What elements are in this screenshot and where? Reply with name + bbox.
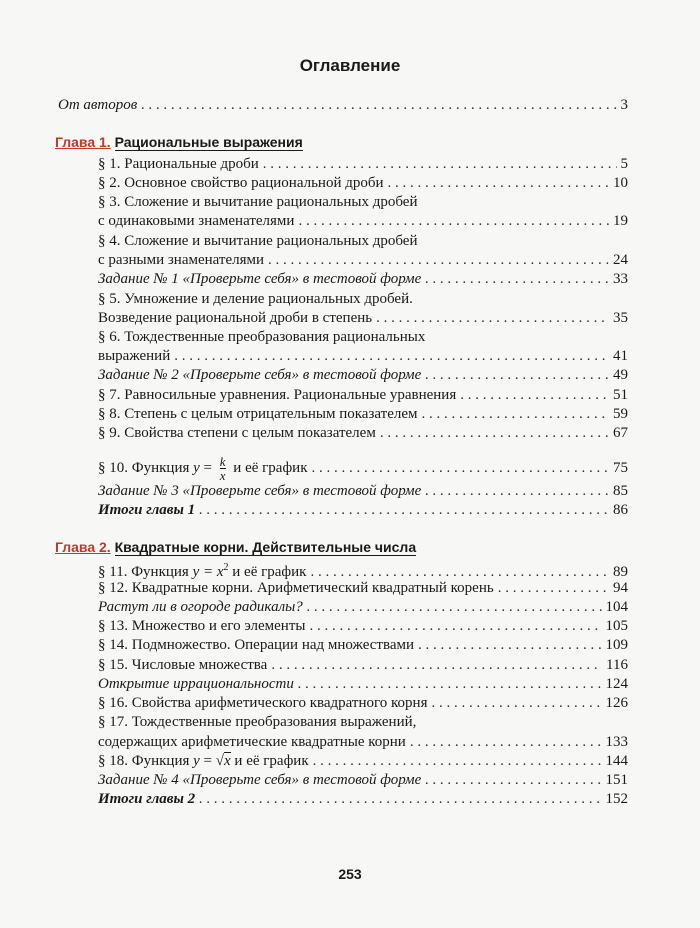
toc-page-number: 109 bbox=[605, 637, 628, 653]
leader-dots bbox=[141, 96, 616, 114]
toc-entry-z2[interactable] bbox=[98, 366, 628, 384]
entry-prefix: § 11. Функция bbox=[98, 564, 189, 580]
leader-dots bbox=[311, 459, 609, 477]
toc-page-number: 116 bbox=[606, 657, 628, 673]
toc-entry-title: § 15. Числовые множества bbox=[98, 657, 268, 673]
toc-page-number: 19 bbox=[613, 213, 628, 229]
entry-suffix: и её график bbox=[233, 459, 308, 476]
toc-page-number: 105 bbox=[605, 618, 628, 634]
toc-entry-p7[interactable] bbox=[98, 386, 628, 404]
toc-entry-title: Растут ли в огороде радикалы? bbox=[98, 599, 303, 615]
leader-dots bbox=[388, 174, 609, 192]
toc-entry-p16[interactable] bbox=[98, 694, 628, 712]
fraction bbox=[220, 455, 226, 482]
toc-entry-radicals[interactable] bbox=[98, 598, 628, 616]
toc-page-number: 35 bbox=[613, 310, 628, 326]
toc-entry-summary-2[interactable] bbox=[98, 790, 628, 808]
leader-dots bbox=[263, 155, 617, 173]
math-exponent: 2 bbox=[223, 562, 229, 573]
entry-prefix: § 10. Функция bbox=[98, 459, 190, 476]
leader-dots bbox=[298, 675, 602, 693]
leader-dots bbox=[432, 694, 602, 712]
toc-page-number: 151 bbox=[605, 772, 628, 788]
toc-entry-title: Открытие иррациональности bbox=[98, 676, 294, 692]
leader-dots bbox=[425, 771, 601, 789]
entry-suffix: и её график bbox=[232, 564, 307, 580]
chapter-1-heading[interactable] bbox=[55, 134, 303, 150]
toc-entry-title: § 1. Рациональные дроби bbox=[98, 156, 259, 172]
toc-page-number: 51 bbox=[613, 387, 628, 403]
toc-entry-title: выражений bbox=[98, 348, 171, 364]
page-title: Оглавление bbox=[299, 56, 401, 75]
toc-entry-p17-line1: § 17. Тождественные преобразования выражений, bbox=[98, 714, 417, 730]
toc-entry-p3-line1: § 3. Сложение и вычитание рациональных дробей bbox=[98, 194, 418, 210]
chapter-number: Глава 1. bbox=[55, 134, 111, 150]
toc-page-number: 104 bbox=[605, 599, 628, 615]
toc-entry-title: Возведение рациональной дроби в степень bbox=[98, 310, 373, 326]
toc-entry-p12[interactable] bbox=[98, 579, 628, 597]
chapter-number: Глава 2. bbox=[55, 539, 111, 555]
toc-entry-p4-line1: § 4. Сложение и вычитание рациональных дробей bbox=[98, 233, 418, 249]
toc-entry-z1[interactable] bbox=[98, 270, 628, 288]
toc-entry-title: § 2. Основное свойство рациональной дроби bbox=[98, 175, 384, 191]
toc-entry-title: § 14. Подмножество. Операции над множествами bbox=[98, 637, 415, 653]
toc-entry-title: Итоги главы 1 bbox=[98, 502, 196, 518]
page-number: 253 bbox=[338, 866, 362, 882]
toc-entry-z4[interactable] bbox=[98, 771, 628, 789]
chapter-2-heading[interactable] bbox=[55, 539, 416, 555]
toc-entry-p10[interactable] bbox=[98, 454, 628, 483]
entry-prefix: § 18. Функция bbox=[98, 753, 190, 769]
toc-entry-title: § 16. Свойства арифметического квадратного корня bbox=[98, 695, 428, 711]
toc-page-number: 133 bbox=[605, 734, 628, 750]
sqrt-sign: √ bbox=[215, 753, 224, 769]
toc-entry-p13[interactable] bbox=[98, 617, 628, 635]
chapter-title: Квадратные корни. Действительные числа bbox=[114, 539, 417, 555]
toc-entry-p1[interactable] bbox=[98, 155, 628, 173]
toc-page-number: 10 bbox=[613, 175, 628, 191]
toc-page-number: 24 bbox=[613, 252, 628, 268]
leader-dots bbox=[313, 752, 602, 770]
leader-dots bbox=[271, 656, 602, 674]
leader-dots bbox=[498, 579, 609, 597]
toc-entry-summary-1[interactable] bbox=[98, 501, 628, 519]
toc-entry-p6[interactable] bbox=[98, 347, 628, 365]
toc-entry-title: § 8. Степень с целым отрицательным показателем bbox=[98, 406, 418, 422]
toc-entry-title: Задание № 2 «Проверьте себя» в тестовой форме bbox=[98, 367, 422, 383]
leader-dots bbox=[376, 309, 609, 327]
math-equals: = bbox=[199, 459, 216, 476]
toc-entry-title: § 7. Равносильные уравнения. Рациональные уравнения bbox=[98, 387, 457, 403]
toc-page-number: 67 bbox=[613, 425, 628, 441]
toc-entry-irrationality[interactable] bbox=[98, 675, 628, 693]
toc-page-number: 94 bbox=[613, 580, 628, 596]
leader-dots bbox=[268, 251, 609, 269]
toc-page-number: 126 bbox=[605, 695, 628, 711]
toc-page-number: 75 bbox=[613, 459, 628, 476]
toc-page-number: 41 bbox=[613, 348, 628, 364]
leader-dots bbox=[425, 270, 609, 288]
entry-suffix: и её график bbox=[234, 753, 309, 769]
toc-entry-p15[interactable] bbox=[98, 656, 628, 674]
math-radicand: x bbox=[224, 753, 231, 769]
toc-page-number: 124 bbox=[605, 676, 628, 692]
leader-dots bbox=[309, 617, 601, 635]
toc-page-number: 144 bbox=[605, 753, 628, 769]
toc-page-number: 3 bbox=[620, 97, 628, 113]
toc-entry-title: § 9. Свойства степени с целым показателем bbox=[98, 425, 376, 441]
toc-entry-z3[interactable] bbox=[98, 482, 628, 500]
leader-dots bbox=[425, 366, 609, 384]
fraction-numerator: k bbox=[219, 454, 226, 469]
toc-entry-title: Итоги главы 2 bbox=[98, 791, 196, 807]
leader-dots bbox=[418, 636, 601, 654]
leader-dots bbox=[199, 790, 601, 808]
toc-entry-title: От авторов bbox=[58, 97, 138, 113]
toc-entry-title: § 13. Множество и его элементы bbox=[98, 618, 306, 634]
math-expression: y = x bbox=[192, 564, 224, 580]
leader-dots bbox=[307, 598, 602, 616]
toc-page-number: 86 bbox=[613, 502, 628, 518]
toc-entry-p9[interactable] bbox=[98, 424, 628, 442]
toc-entry-title: содержащих арифметические квадратные корни bbox=[98, 734, 406, 750]
toc-entry-title: с разными знаменателями bbox=[98, 252, 265, 268]
math-variable: y bbox=[193, 459, 200, 476]
toc-entry-title: Задание № 4 «Проверьте себя» в тестовой форме bbox=[98, 772, 422, 788]
toc-entry-title: Задание № 1 «Проверьте себя» в тестовой форме bbox=[98, 271, 422, 287]
toc-entry-from-authors[interactable] bbox=[58, 96, 628, 114]
leader-dots bbox=[380, 424, 609, 442]
toc-entry-p5-line1: § 5. Умножение и деление рациональных дробей. bbox=[98, 291, 413, 307]
chapter-title: Рациональные выражения bbox=[114, 134, 303, 150]
toc-entry-p5[interactable] bbox=[98, 309, 628, 327]
toc-entry-title bbox=[98, 455, 307, 482]
toc-entry-p14[interactable] bbox=[98, 636, 628, 654]
leader-dots bbox=[298, 212, 609, 230]
math-equals: = bbox=[199, 753, 216, 769]
toc-entry-p3[interactable] bbox=[98, 212, 628, 230]
math-variable: y bbox=[193, 753, 200, 769]
toc-entry-p4[interactable] bbox=[98, 251, 628, 269]
toc-entry-p2[interactable] bbox=[98, 174, 628, 192]
toc-page-number: 5 bbox=[620, 156, 628, 172]
toc-entry-p17[interactable] bbox=[98, 733, 628, 751]
leader-dots bbox=[199, 501, 609, 519]
toc-page-number: 33 bbox=[613, 271, 628, 287]
toc-entry-title: с одинаковыми знаменателями bbox=[98, 213, 295, 229]
toc-entry-p18[interactable] bbox=[98, 752, 628, 770]
toc-entry-p6-line1: § 6. Тождественные преобразования рациональных bbox=[98, 329, 426, 345]
toc-entry-p8[interactable] bbox=[98, 405, 628, 423]
toc-page-number: 152 bbox=[605, 791, 628, 807]
leader-dots bbox=[174, 347, 609, 365]
leader-dots bbox=[460, 386, 609, 404]
toc-entry-title: § 12. Квадратные корни. Арифметический квадратный корень bbox=[98, 580, 494, 596]
toc-entry-title bbox=[98, 752, 309, 770]
toc-page-number: 85 bbox=[613, 483, 628, 499]
toc-page-number: 49 bbox=[613, 367, 628, 383]
leader-dots bbox=[425, 482, 609, 500]
toc-entry-p11[interactable] bbox=[98, 559, 628, 580]
leader-dots bbox=[410, 733, 602, 751]
toc-page-number: 59 bbox=[613, 406, 628, 422]
toc-entry-title bbox=[98, 559, 306, 581]
toc-page-number: 89 bbox=[613, 564, 628, 580]
fraction-denominator: x bbox=[219, 468, 226, 483]
toc-entry-title: Задание № 3 «Проверьте себя» в тестовой форме bbox=[98, 483, 422, 499]
leader-dots bbox=[422, 405, 609, 423]
